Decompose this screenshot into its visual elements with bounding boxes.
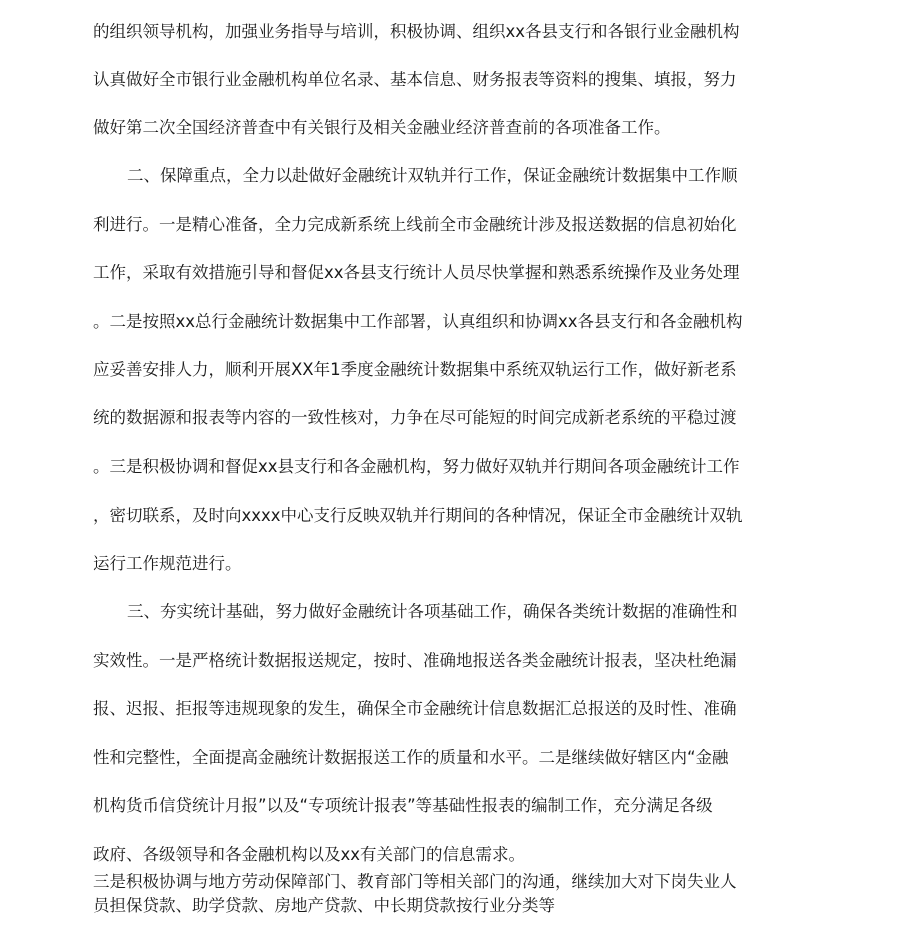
paragraph-line: 工作，采取有效措施引导和督促xx各县支行统计人员尽快掌握和熟悉系统操作及业务处理	[93, 263, 740, 282]
paragraph-line: 做好第二次全国经济普查中有关银行及相关金融业经济普查前的各项准备工作。	[93, 118, 671, 137]
paragraph-line: 应妥善安排人力，顺利开展XX年1季度金融统计数据集中系统双轨运行工作，做好新老系	[93, 360, 737, 379]
paragraph-line: 统的数据源和报表等内容的一致性核对，力争在尽可能短的时间完成新老系统的平稳过渡	[93, 408, 737, 427]
paragraph-line: 员担保贷款、助学贷款、房地产贷款、中长期贷款按行业分类等	[93, 896, 555, 915]
paragraph-line: 认真做好全市银行业金融机构单位名录、基本信息、财务报表等资料的搜集、填报，努力	[93, 70, 737, 89]
paragraph-line: 三是积极协调与地方劳动保障部门、教育部门等相关部门的沟通，继续加大对下岗失业人	[93, 872, 737, 891]
paragraph-line: 实效性。一是严格统计数据报送规定，按时、准确地报送各类金融统计报表，坚决杜绝漏	[93, 651, 737, 670]
paragraph-line: 的组织领导机构，加强业务指导与培训，积极协调、组织xx各县支行和各银行业金融机构	[93, 22, 740, 41]
paragraph-line: 。二是按照xx总行金融统计数据集中工作部署，认真组织和协调xx各县支行和各金融机构	[93, 312, 743, 331]
paragraph-line: ，密切联系，及时向xxxx中心支行反映双轨并行期间的各种情况，保证全市金融统计双轨	[93, 506, 743, 525]
paragraph-line: 二、保障重点，全力以赴做好金融统计双轨并行工作，保证金融统计数据集中工作顺	[127, 166, 738, 185]
paragraph-line: 运行工作规范进行。	[93, 554, 242, 573]
paragraph-line: 机构货币信贷统计月报”以及“专项统计报表”等基础性报表的编制工作，充分满足各级	[93, 796, 713, 815]
paragraph-line: 。三是积极协调和督促xx县支行和各金融机构，努力做好双轨并行期间各项金融统计工作	[93, 457, 740, 476]
paragraph-line: 三、夯实统计基础，努力做好金融统计各项基础工作，确保各类统计数据的准确性和	[127, 602, 738, 621]
paragraph-line: 性和完整性，全面提高金融统计数据报送工作的质量和水平。二是继续做好辖区内“金融	[93, 748, 729, 767]
paragraph-line: 报、迟报、拒报等违规现象的发生，确保全市金融统计信息数据汇总报送的及时性、准确	[93, 699, 737, 718]
paragraph-line: 政府、各级领导和各金融机构以及xx有关部门的信息需求。	[93, 845, 526, 864]
paragraph-line: 利进行。一是精心准备，全力完成新系统上线前全市金融统计涉及报送数据的信息初始化	[93, 215, 737, 234]
